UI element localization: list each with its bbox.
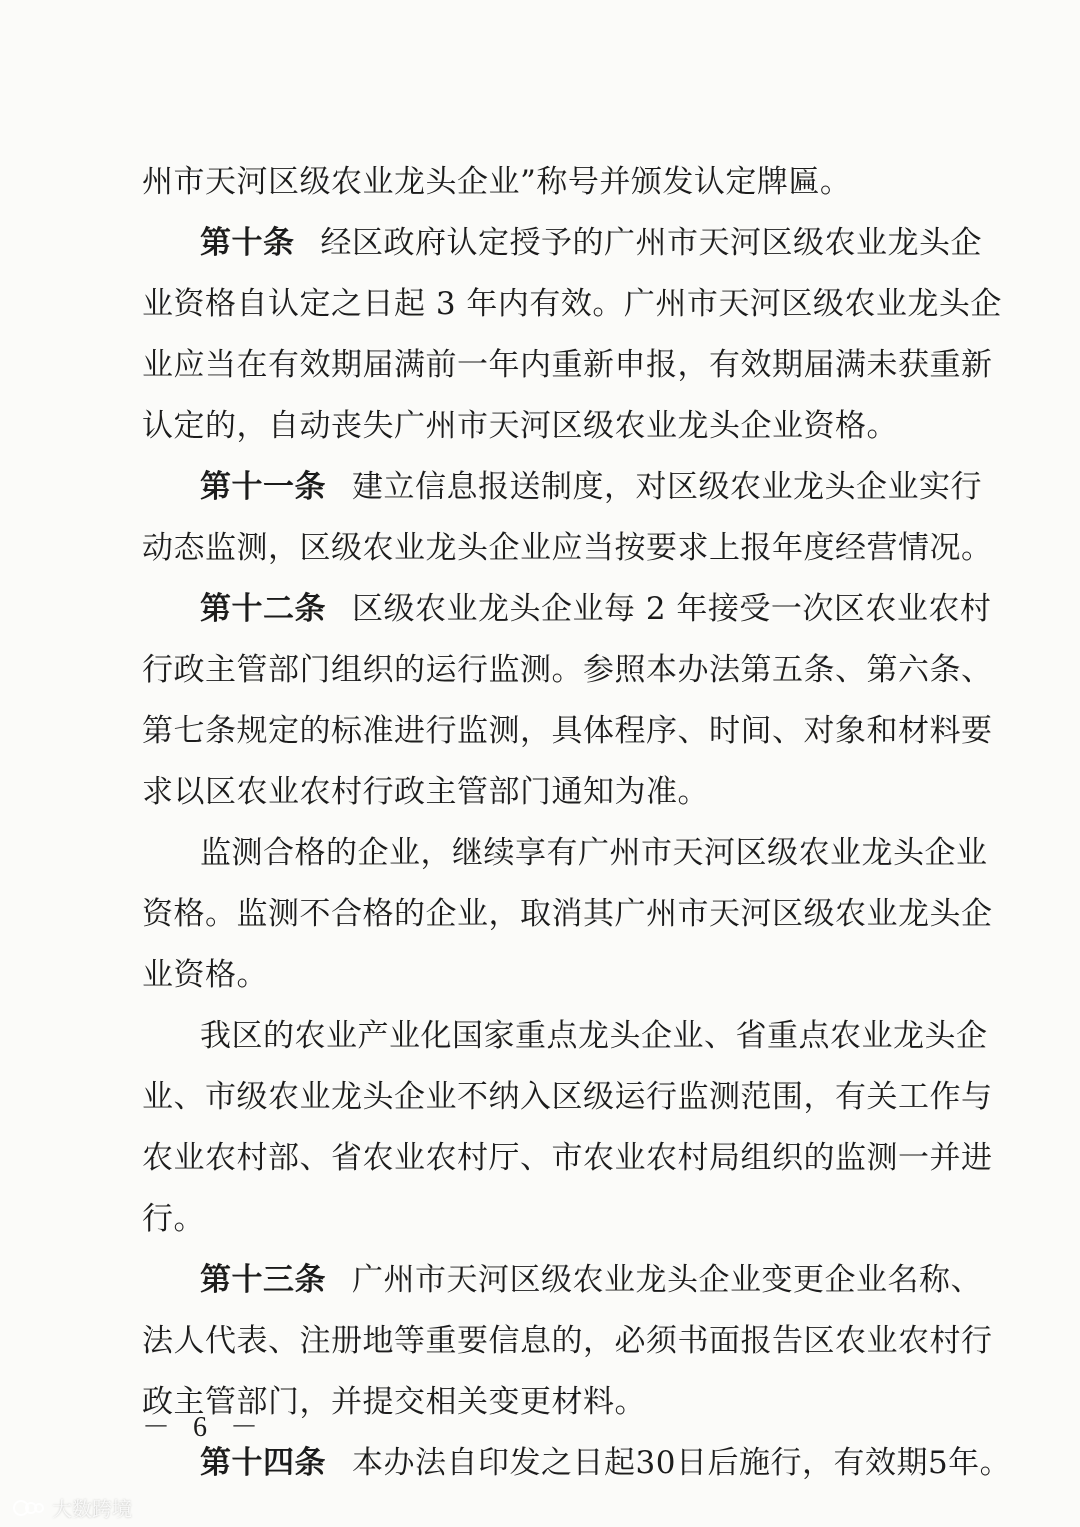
line-text: 第七条规定的标准进行监测，具体程序、时间、对象和材料要: [142, 713, 993, 749]
text-line: [142, 152, 932, 213]
line-text: 我区的农业产业化国家重点龙头企业、省重点农业龙头企: [200, 1018, 988, 1054]
line-text: 行政主管部门组织的运行监测。参照本办法第五条、第六条、: [142, 652, 993, 688]
text-line: [142, 945, 932, 1006]
line-text: 区级农业龙头企业每 2 年接受一次区农业农村: [352, 591, 992, 627]
line-text: 行。: [142, 1201, 205, 1237]
text-line: [142, 1006, 988, 1067]
text-line: [142, 274, 1002, 335]
text-line: [142, 823, 988, 884]
text-line: [142, 457, 982, 518]
text-line: [142, 518, 993, 579]
line-text: 经区政府认定授予的广州市天河区级农业龙头企: [320, 225, 982, 261]
text-line: [142, 762, 932, 823]
line-text: 资格。监测不合格的企业，取消其广州市天河区级农业龙头企: [142, 896, 993, 932]
line-text: 州市天河区级农业龙头企业”称号并颁发认定牌匾。: [142, 164, 852, 200]
text-line: [142, 1128, 993, 1189]
text-line: [142, 335, 993, 396]
article-heading: 第十一条: [200, 469, 326, 505]
watermark: [12, 1493, 132, 1522]
text-line: [142, 396, 932, 457]
line-text: 法人代表、注册地等重要信息的，必须书面报告区农业农村行: [142, 1323, 993, 1359]
line-text: 动态监测，区级农业龙头企业应当按要求上报年度经营情况。: [142, 530, 993, 566]
text-line: [142, 884, 993, 945]
line-text: 求以区农业农村行政主管部门通知为准。: [142, 774, 709, 810]
text-line: [142, 1067, 993, 1128]
line-text: 农业农村部、省农业农村厅、市农业农村局组织的监测一并进: [142, 1140, 993, 1176]
line-text: 业、市级农业龙头企业不纳入区级运行监测范围，有关工作与: [142, 1079, 993, 1115]
article-heading: 第十二条: [200, 591, 326, 627]
text-line: [142, 640, 993, 701]
brand-logo-icon: [12, 1497, 46, 1519]
line-text: 认定的，自动丧失广州市天河区级农业龙头企业资格。: [142, 408, 898, 444]
page-number: － 6 －: [142, 1412, 267, 1443]
article-heading: 第十三条: [200, 1262, 326, 1298]
text-line: [142, 1311, 993, 1372]
article-heading: 第十四条: [200, 1445, 326, 1481]
watermark-text: 大数跨境: [52, 1497, 132, 1521]
line-text: 本办法自印发之日起30日后施行，有效期5年。: [352, 1445, 1012, 1481]
line-text: 广州市天河区级农业龙头企业变更企业名称、: [352, 1262, 982, 1298]
document-body: [142, 152, 1012, 1494]
line-text: 监测合格的企业，继续享有广州市天河区级农业龙头企业: [200, 835, 988, 871]
line-text: 业应当在有效期届满前一年内重新申报，有效期届满未获重新: [142, 347, 993, 383]
line-text: 业资格。: [142, 957, 268, 993]
line-text: 政主管部门，并提交相关变更材料。: [142, 1384, 646, 1420]
text-line: [142, 213, 982, 274]
line-text: 业资格自认定之日起 3 年内有效。广州市天河区级农业龙头企: [142, 286, 1002, 322]
text-line: [142, 1250, 982, 1311]
text-line: [142, 1189, 932, 1250]
line-text: 建立信息报送制度，对区级农业龙头企业实行: [352, 469, 982, 505]
text-line: [142, 579, 992, 640]
article-heading: 第十条: [200, 225, 295, 261]
text-line: [142, 701, 993, 762]
